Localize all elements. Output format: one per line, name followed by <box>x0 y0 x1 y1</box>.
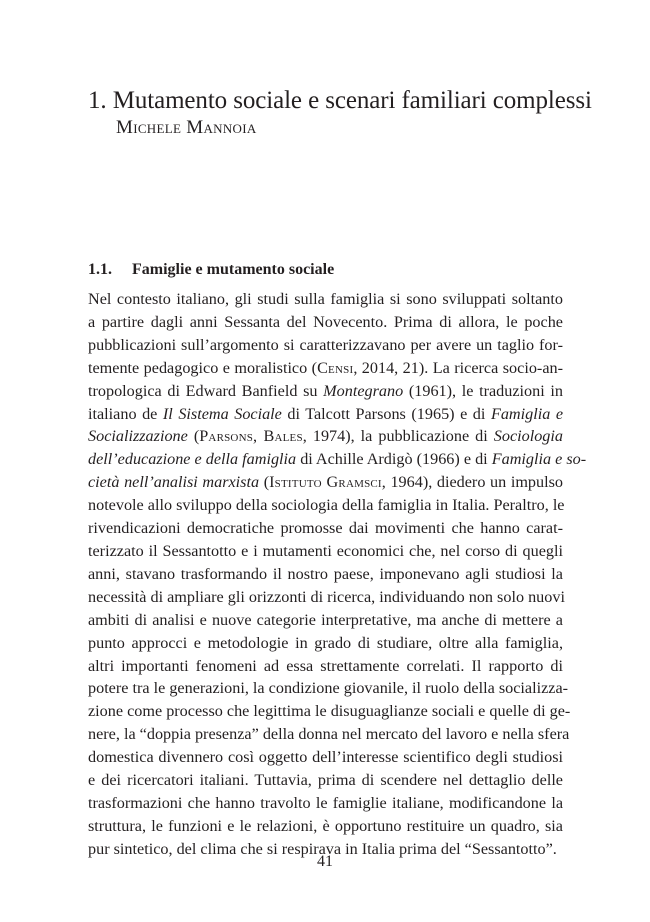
small-caps-text: Censi <box>317 358 354 377</box>
paragraph-line <box>88 494 563 517</box>
text-run: domestica divennero così oggetto dell’interesse scientifico degli studiosi <box>88 748 563 767</box>
text-run: temente pedagogico e moralistico ( <box>88 358 318 377</box>
text-run: ( <box>259 473 270 492</box>
page-number: 41 <box>317 853 333 870</box>
paragraph-line <box>88 746 563 769</box>
small-caps-text: Istituto Gramsci <box>269 473 382 492</box>
text-run: altri importanti fenomeni ad essa strettamente correlati. Il rapporto di <box>88 656 563 675</box>
paragraph-line <box>88 357 563 380</box>
paragraph-line <box>88 448 587 471</box>
italic-text: Socializzazione <box>88 427 188 446</box>
section-number: 1.1. <box>88 261 112 278</box>
paragraph-line <box>88 792 563 815</box>
text-run: ( <box>187 427 200 446</box>
text-run: potere tra le generazioni, la condizione giovanile, il ruolo della socializza- <box>88 679 569 698</box>
paragraph-line <box>88 311 563 334</box>
paragraph-line <box>88 380 563 403</box>
italic-text: Sociologia <box>493 427 563 446</box>
paragraph-line <box>88 288 563 311</box>
paragraph-line <box>88 471 563 494</box>
paragraph-line <box>88 403 563 426</box>
text-run: , 1964), diedero un impulso <box>381 473 563 492</box>
text-run: e dei ricercatori italiani. Tuttavia, prima di scendere nel dettaglio delle <box>88 771 563 790</box>
paragraph-line <box>88 586 563 609</box>
section-heading <box>88 259 334 281</box>
text-run: italiano de <box>88 404 163 423</box>
text-run: di Achille Ardigò (1966) e di <box>296 450 492 469</box>
text-run: a partire dagli anni Sessanta del Novecento. Prima di allora, le poche <box>88 312 563 331</box>
italic-text: Il Sistema Sociale <box>162 404 282 423</box>
chapter-author: Michele Mannoia <box>116 117 257 138</box>
paragraph-line <box>88 517 563 540</box>
italic-text: dell’educazione e della famiglia <box>88 450 297 469</box>
paragraph-line <box>88 609 563 632</box>
paragraph-line <box>88 700 571 723</box>
paragraph-line <box>88 677 569 700</box>
paragraph-line <box>88 540 563 563</box>
text-run: nere, la “doppia presenza” della donna nel mercato del lavoro e nella sfera <box>88 725 570 744</box>
text-run: terizzato il Sessantotto e i mutamenti economici che, nel corso di quegli <box>88 541 563 560</box>
text-run: necessità di ampliare gli orizzonti di ricerca, individuando non solo nuovi <box>88 587 565 606</box>
paragraph-line <box>88 632 563 655</box>
text-run: notevole allo sviluppo della sociologia della famiglia in Italia. Peraltro, le <box>88 496 565 515</box>
text-run: trasformazioni che hanno travolto le famiglie italiane, modificandone la <box>88 793 563 812</box>
text-run: punto approcci e metodologie in grado di studiare, oltre alla famiglia, <box>88 633 563 652</box>
text-run: , 2014, 21). La ricerca socio-an- <box>353 358 563 377</box>
text-run: ambiti di analisi e nuove categorie interpretative, ma anche di mettere a <box>88 610 563 629</box>
text-run: pubblicazioni sull’argomento si caratterizzavano per avere un taglio for- <box>88 335 563 354</box>
text-run: rivendicazioni democratiche promosse dai movimenti che hanno carat- <box>88 519 563 538</box>
italic-text: cietà nell’analisi marxista <box>88 473 260 492</box>
paragraph-line <box>88 769 563 792</box>
text-run: , 1974), la pubblicazione di <box>302 427 494 446</box>
section-title: Famiglie e mutamento sociale <box>132 261 335 278</box>
text-run: struttura, le funzioni e le relazioni, è opportuno restituire un quadro, sia <box>88 816 563 835</box>
chapter-title: 1. Mutamento sociale e scenari familiari complessi <box>88 87 592 114</box>
italic-text: Famiglia e so- <box>491 450 587 469</box>
paragraph-line <box>88 655 563 678</box>
text-run: pur sintetico, del clima che si respirava in Italia prima del “Sessantotto”. <box>88 839 557 858</box>
text-run: tropologica di Edward Banfield su <box>88 381 324 400</box>
paragraph-line <box>88 334 563 357</box>
text-run: di Talcott Parsons (1965) e di <box>281 404 491 423</box>
text-run: (1961), le traduzioni in <box>403 381 563 400</box>
italic-text: Famiglia e <box>490 404 564 423</box>
italic-text: Montegrano <box>323 381 404 400</box>
body-paragraph <box>88 288 587 861</box>
paragraph-line <box>88 563 563 586</box>
paragraph-line <box>88 815 563 838</box>
small-caps-text: Parsons, Bales <box>199 427 303 446</box>
paragraph-line <box>88 723 570 746</box>
text-run: anni, stavano trasformando il nostro paese, imponevano agli studiosi la <box>88 564 563 583</box>
paragraph-line <box>88 425 563 448</box>
text-run: Nel contesto italiano, gli studi sulla famiglia si sono sviluppati soltanto <box>88 290 563 308</box>
text-run: zione come processo che legittima le disuguaglianze sociali e quelle di ge- <box>88 702 571 721</box>
